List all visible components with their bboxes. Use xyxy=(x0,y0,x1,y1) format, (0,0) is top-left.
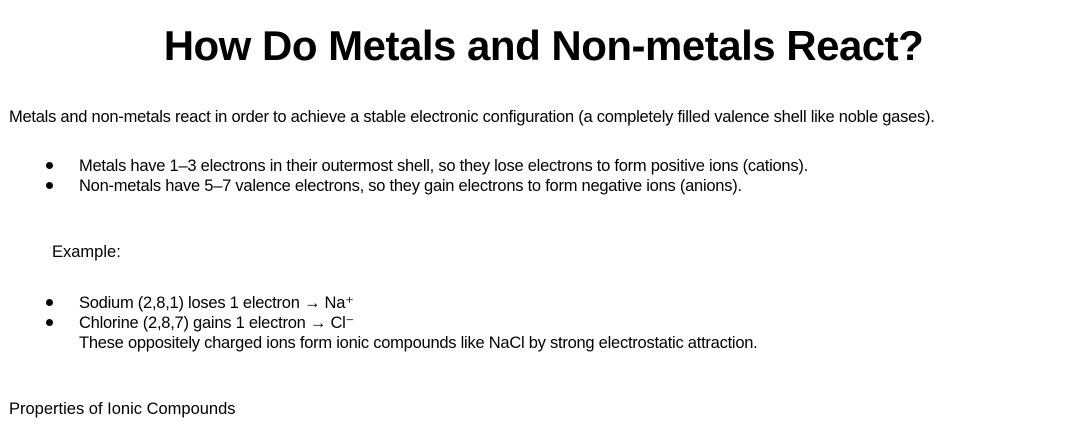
list-item xyxy=(0,176,808,196)
bullet-icon xyxy=(46,299,53,306)
list-item-text: Chlorine (2,8,7) gains 1 electron → Cl⁻ xyxy=(79,314,355,332)
bullet-icon xyxy=(46,319,53,326)
list-item-text: Non-metals have 5–7 valence electrons, so they gain electrons to form negative ions (anions). xyxy=(79,177,742,195)
page-title: How Do Metals and Non-metals React? xyxy=(163,22,924,69)
ion-formation-list xyxy=(0,156,808,196)
bullet-icon xyxy=(46,182,53,189)
example-continuation: These oppositely charged ions form ionic compounds like NaCl by strong electrostatic attraction. xyxy=(79,334,758,352)
list-item-text: Metals have 1–3 electrons in their outermost shell, so they lose electrons to form positive ions (cations). xyxy=(79,157,808,175)
example-list xyxy=(0,293,354,333)
list-item-text: Sodium (2,8,1) loses 1 electron → Na⁺ xyxy=(79,294,354,312)
bullet-icon xyxy=(46,162,53,169)
example-label: Example: xyxy=(52,243,121,261)
list-item xyxy=(0,293,354,313)
intro-paragraph: Metals and non-metals react in order to achieve a stable electronic configuration (a completely filled valence shell like noble gases). xyxy=(9,108,935,126)
section-heading: Properties of Ionic Compounds xyxy=(9,400,236,418)
list-item xyxy=(0,313,354,333)
list-item xyxy=(0,156,808,176)
